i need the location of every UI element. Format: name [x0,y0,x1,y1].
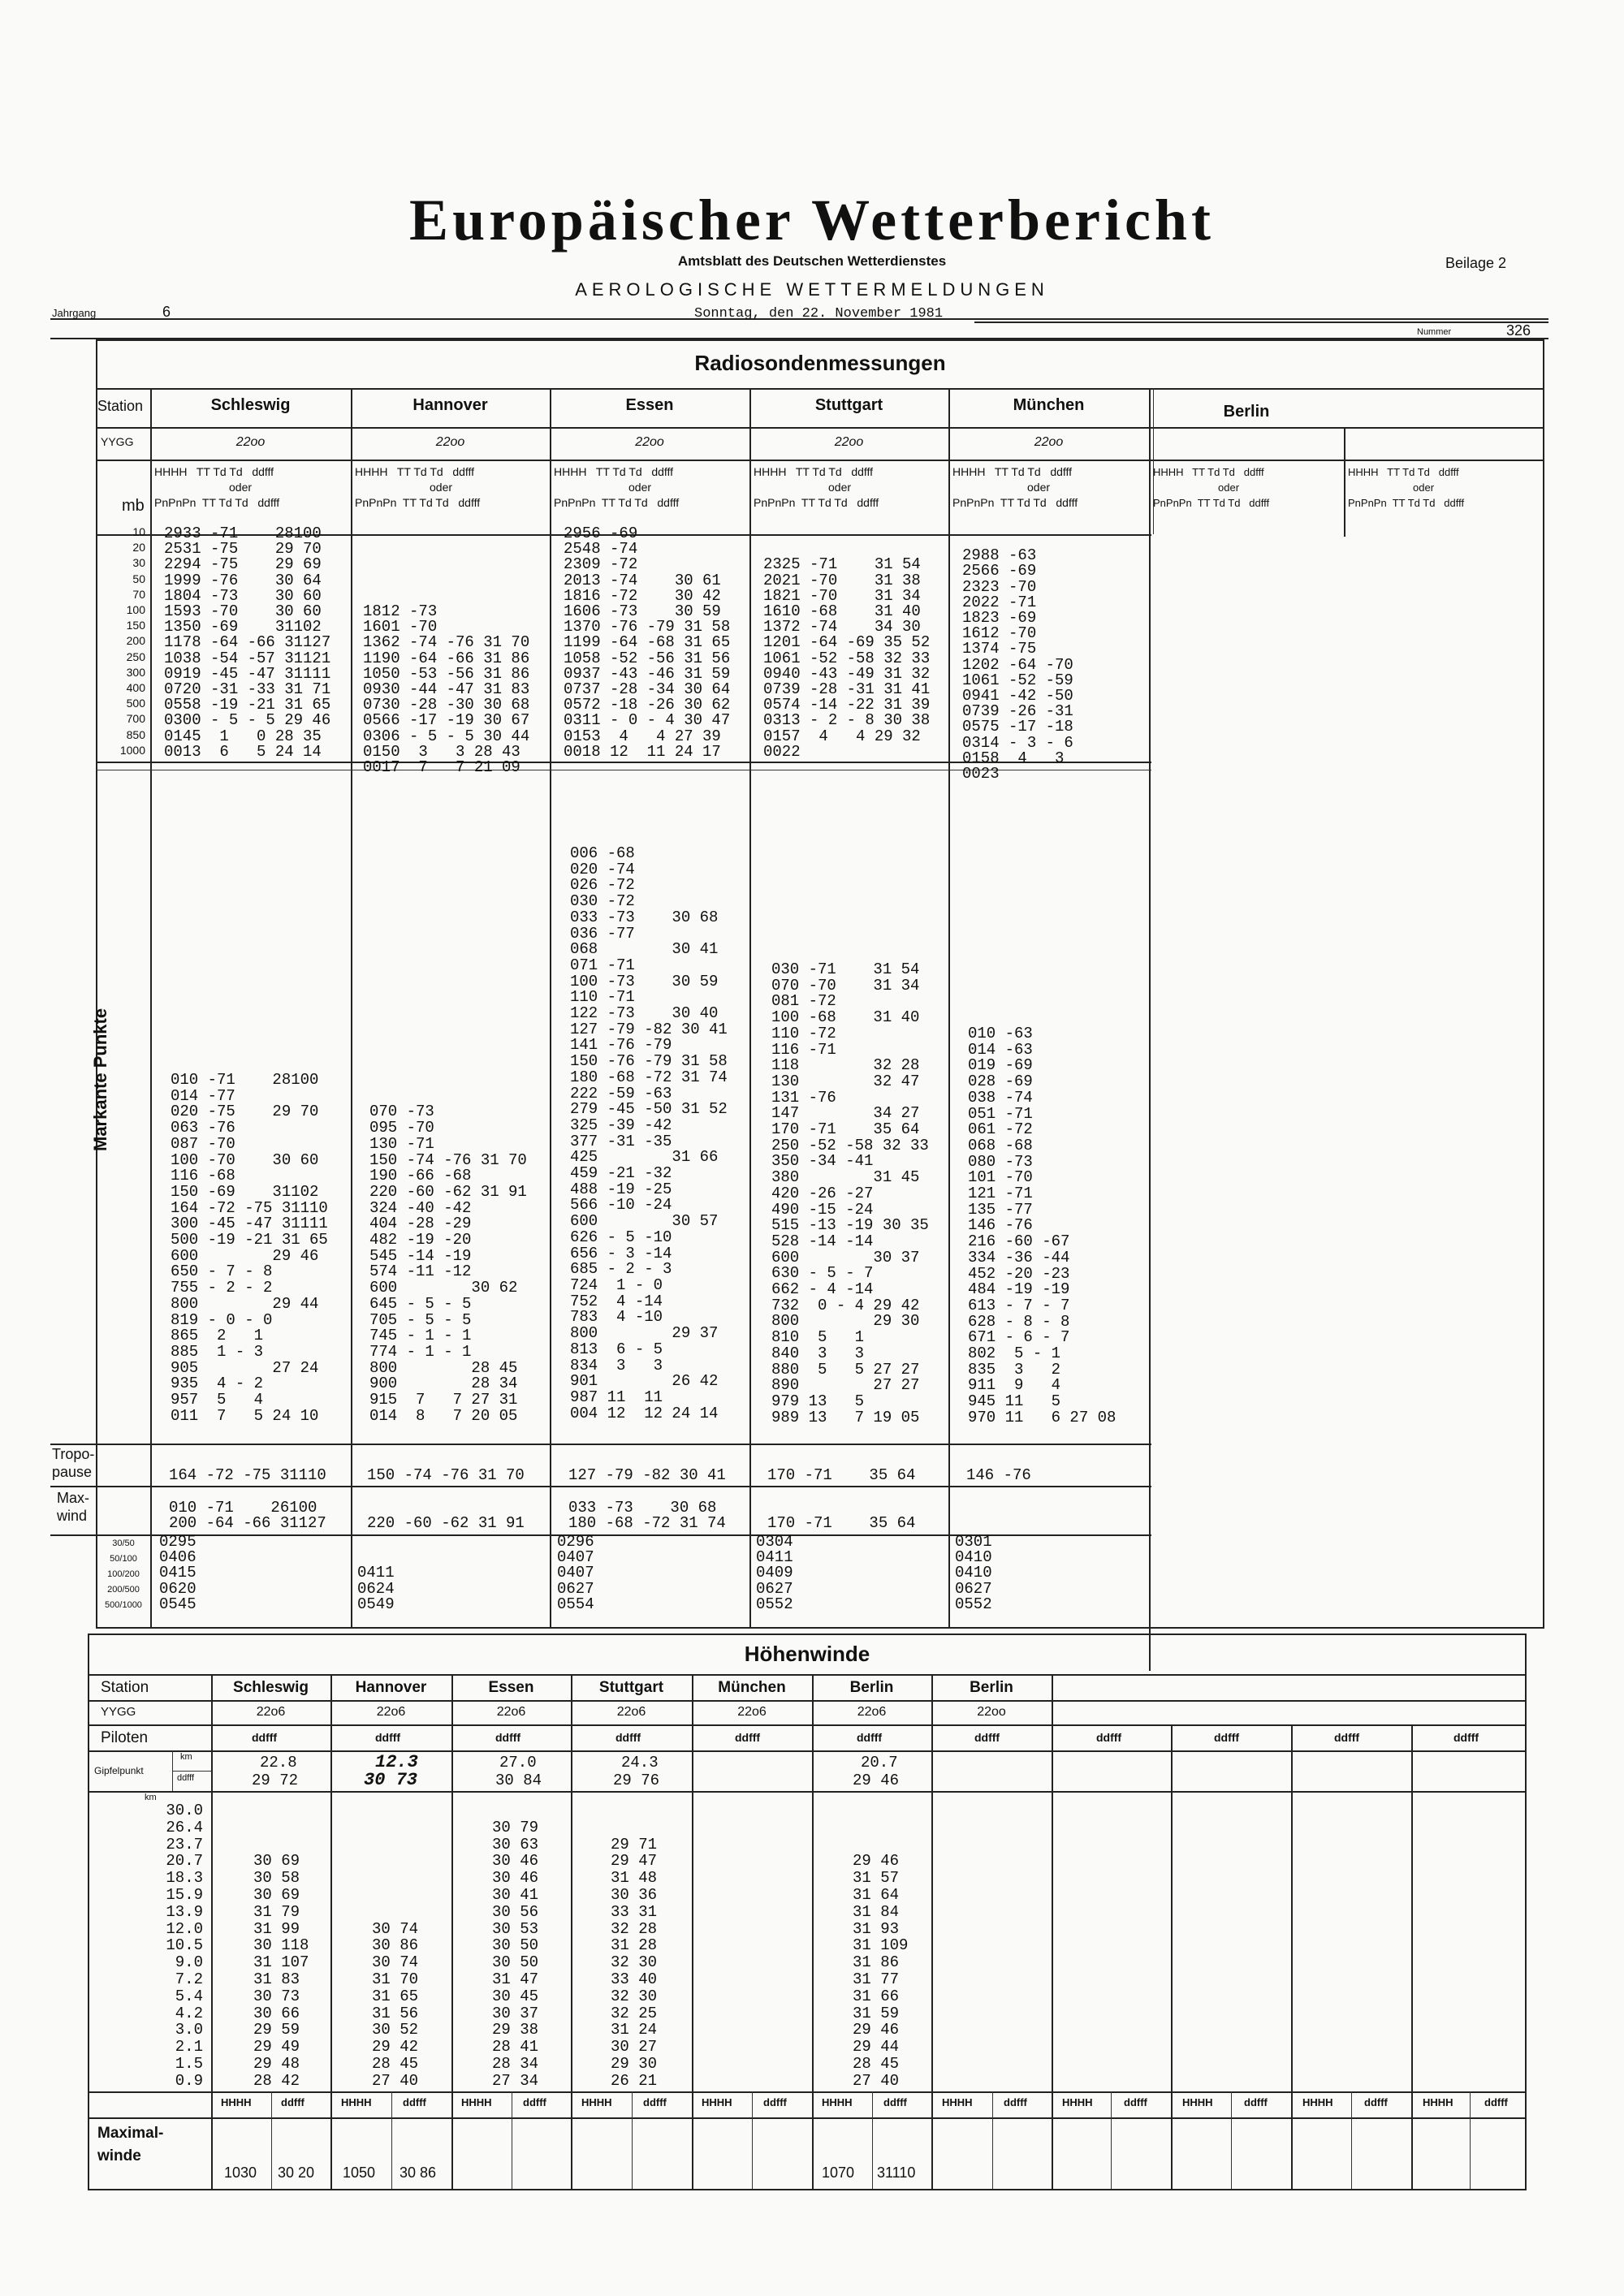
hw-km-label: km [180,1752,192,1762]
colhead-muenchen: HHHH TT Td Td ddfff oder PnPnPn TT Td Td ddfff [952,465,1078,509]
hw-ddfff-10: ddfff [1453,1731,1479,1744]
radiosonden-title: Radiosondenmessungen [694,351,946,375]
gipfel-dd-0: 29 72 [252,1772,299,1789]
hw-ddfff-5: ddfff [857,1731,883,1744]
section-title: AEROLOGISCHE WETTERMELDUNGEN [575,279,1049,300]
hw-ddfff-2: ddfff [495,1731,521,1744]
yygg-muenchen: 22oo [1034,435,1064,449]
hw-station-hannover: Hannover [355,1679,427,1696]
station-stuttgart: Stuttgart [814,396,883,414]
hw-yygg-2: 22o6 [496,1705,526,1719]
max-dd-5: 31110 [877,2164,916,2181]
hw-yygg-0: 22o6 [256,1705,286,1719]
shear-labels: 30/50 50/100 100/200 200/500 500/1000 [105,1539,142,1610]
gipfel-km-3: 24.3 [621,1754,659,1772]
hw-ddfff-label: ddfff [177,1773,195,1783]
maxwind-essen: 033 -73 30 68 180 -68 -72 31 74 [568,1499,726,1533]
hw-yygg-3: 22o6 [616,1705,646,1719]
hw-station-berlin: Berlin [849,1679,894,1696]
yygg-schleswig: 22oo [235,435,266,449]
hw-yygg-4: 22o6 [737,1705,767,1719]
hw-station-stuttgart: Stuttgart [598,1679,664,1696]
max-hhhh-0: 1030 [224,2164,257,2181]
maxwind-schleswig: 010 -71 26100 200 -64 -66 31127 [169,1499,326,1533]
tropo-stuttgart: 170 -71 35 64 [767,1466,916,1484]
mb-label: mb [122,497,145,515]
hw-ddfff-9: ddfff [1334,1731,1360,1744]
maxwind-hannover: 220 -60 -62 31 91 [367,1514,525,1533]
date-line: Sonntag, den 22. November 1981 [694,306,944,322]
hw-yygg-6: 22oo [977,1705,1006,1719]
hw-winds-schleswig: 30 69 30 58 30 69 31 79 31 99 30 118 31 107 31 83 30 73 30 66 29 59 29 49 29 48 28 42 [253,1852,309,2090]
max-hhhh-1: 1050 [343,2164,376,2181]
colhead-schleswig: HHHH TT Td Td ddfff oder PnPnPn TT Td Td ddfff [154,465,280,509]
colhead-hannover: HHHH TT Td Td ddfff oder PnPnPn TT Td Td ddfff [355,465,481,509]
station-schleswig: Schleswig [210,396,291,414]
colhead-berlin-a: HHHH TT Td Td ddfff oder PnPnPn TT Td Td ddfff [1153,466,1270,509]
gipfel-dd-5: 29 46 [853,1772,900,1789]
hannover-significant: 070 -73 095 -70 130 -71 150 -74 -76 31 70 190 -66 -68 220 -60 -62 31 91 324 -40 -42 404 -28 -29 482 -19 -20 545 -14 -19 574 -11 -12 600 30 62 645 - 5 - 5 705 - 5 - 5 745 - 1 - 1 774 - 1 - 1 800 28 45 900 28 34 915 7 7 27 31 014 8 7 20 05 [369,1103,527,1425]
hw-ddfff-8: ddfff [1214,1731,1240,1744]
gipfel-km-5: 20.7 [861,1754,898,1772]
hw-winds-stuttgart: 29 71 29 47 31 48 30 36 33 31 32 28 31 28 32 30 33 40 32 30 32 25 31 24 30 27 29 30 26 21 [611,1835,658,2090]
hw-station-label: Station [101,1679,149,1696]
station-essen: Essen [625,396,674,414]
max-dd-0: 30 20 [278,2164,315,2181]
schleswig-standard: 2933 -71 28100 2531 -75 29 70 2294 -75 29 69 1999 -76 30 64 1804 -73 30 60 1593 -70 30 60 1350 -69 31102 1178 -64 -66 31127 1038 -54 -57 31121 0919 -45 -47 31111 0720 -31 -33 31 71 0558 -19 -21 31 65 0300 - 5 - 5 29 46 0145 1 0 28 35 0013 6 5 24 14 [164,524,331,761]
gipfel-dd-2: 30 84 [495,1772,542,1789]
hw-km-axis: km [145,1793,157,1802]
hw-gipfel-label: Gipfelpunkt [94,1765,144,1776]
station-label: Station [97,398,144,414]
hw-yygg-1: 22o6 [376,1705,406,1719]
shear-stuttgart: 0304 0411 0409 0627 0552 [756,1533,793,1613]
hw-winds-essen: 30 79 30 63 30 46 30 46 30 41 30 56 30 53 30 50 30 50 31 47 30 45 30 37 29 38 28 41 28 34 27 34 [492,1818,539,2090]
nummer-value: 326 [1506,322,1531,339]
station-hannover: Hannover [412,396,488,414]
gipfel-dd-3: 29 76 [613,1772,660,1789]
hw-station-berlin-2: Berlin [970,1679,1013,1696]
hoehenwinde-title: Höhenwinde [744,1642,870,1666]
max-hhhh-5: 1070 [822,2164,855,2181]
hw-piloten-label: Piloten [101,1729,149,1746]
jahrgang-label: Jahrgang [52,307,97,319]
colhead-berlin-b: HHHH TT Td Td ddfff oder PnPnPn TT Td Td ddfff [1348,466,1465,509]
essen-significant: 006 -68 020 -74 026 -72 030 -72 033 -73 30 68 036 -77 068 30 41 071 -71 100 -73 30 59 110 -71 122 -73 30 40 127 -79 -82 30 41 141 -76 -79 150 -76 -79 31 58 180 -68 -72 31 74 222 -59 -63 279 -45 -50 31 52 325 -39 -42 377 -31 -35 425 31 66 459 -21 -32 488 -19 -25 566 -10 -24 600 30 57 626 - 5 -10 656 - 3 -14 685 - 2 - 3 724 1 - 0 752 4 -14 783 4 -10 800 29 37 813 6 - 5 834 3 3 901 26 42 987 11 11 004 12 12 24 14 [570,844,728,1422]
yygg-stuttgart: 22oo [834,435,864,449]
yygg-essen: 22oo [635,435,664,449]
hw-winds-berlin: 29 46 31 57 31 64 31 84 31 93 31 109 31 86 31 77 31 66 31 59 29 46 29 44 28 45 27 40 [853,1852,909,2090]
tropo-muenchen: 146 -76 [966,1466,1031,1484]
shear-schleswig: 0295 0406 0415 0620 0545 [159,1533,197,1613]
maxwind-label: Max- wind [57,1490,89,1524]
hw-ddfff-7: ddfff [1096,1731,1122,1744]
hw-winds-hannover: 30 74 30 86 30 74 31 70 31 65 31 56 30 52 29 42 28 45 27 40 [372,1919,419,2090]
tropo-essen: 127 -79 -82 30 41 [568,1466,726,1484]
tropo-schleswig: 164 -72 -75 31110 [169,1466,326,1484]
gipfel-km-2: 27.0 [499,1754,537,1772]
hannover-standard: 1812 -73 1601 -70 1362 -74 -76 31 70 1190 -64 -66 31 86 1050 -53 -56 31 86 0930 -44 -47 31 83 0730 -28 -30 30 68 0566 -17 -19 30 67 0306 - 5 - 5 30 44 0150 3 3 28 43 0017 7 7 21 09 [363,602,530,777]
colhead-essen: HHHH TT Td Td ddfff oder PnPnPn TT Td Td ddfff [554,465,680,509]
muenchen-significant: 010 -63 014 -63 019 -69 028 -69 038 -74 051 -71 061 -72 068 -68 080 -73 101 -70 121 -71 135 -77 146 -76 216 -60 -67 334 -36 -44 452 -20 -23 484 -19 -19 613 - 7 - 7 628 - 8 - 8 671 - 6 - 7 802 5 - 1 835 3 2 911 9 4 945 11 5 970 11 6 27 08 [968,1025,1116,1426]
station-muenchen: München [1013,396,1085,414]
colhead-stuttgart: HHHH TT Td Td ddfff oder PnPnPn TT Td Td ddfff [754,465,879,509]
schleswig-significant: 010 -71 28100 014 -77 020 -75 29 70 063 -76 087 -70 100 -70 30 60 116 -68 150 -69 31102 164 -72 -75 31110 300 -45 -47 31111 500 -19 -21 31 65 600 29 46 650 - 7 - 8 755 - 2 - 2 800 29 44 819 - 0 - 0 865 2 1 885 1 - 3 905 27 24 935 4 - 2 957 5 4 011 7 5 24 10 [171,1071,328,1425]
gipfel-km-1: 12.3 [375,1752,418,1772]
jahrgang-value: 6 [162,304,171,320]
max-dd-1: 30 86 [400,2164,437,2181]
hw-maxwinde-label: Maximal- winde [97,2125,164,2164]
hw-station-schleswig: Schleswig [233,1679,309,1696]
hw-ddfff-0: ddfff [252,1731,278,1744]
essen-standard: 2956 -69 2548 -74 2309 -72 2013 -74 30 61 1816 -72 30 42 1606 -73 30 59 1370 -76 -79 31 58 1199 -64 -68 31 65 1058 -52 -56 31 56 0937 -43 -46 31 59 0737 -28 -34 30 64 0572 -18 -26 30 62 0311 - 0 - 4 30 47 0153 4 4 27 39 0018 12 11 24 17 [564,524,731,761]
gipfel-km-0: 22.8 [260,1754,297,1772]
tropopause-label: Tropo- pause [52,1446,95,1480]
stuttgart-standard: 2325 -71 31 54 2021 -70 31 38 1821 -70 31 34 1610 -68 31 40 1372 -74 34 30 1201 -64 -69 35 52 1061 -52 -58 32 33 0940 -43 -49 31 32 0739 -28 -31 31 41 0574 -14 -22 31 39 0313 - 2 - 8 30 38 0157 4 4 29 32 0022 [763,555,931,761]
muenchen-standard: 2988 -63 2566 -69 2323 -70 2022 -71 1823 -69 1612 -70 1374 -75 1202 -64 -70 1061 -52 -59 0941 -42 -50 0739 -26 -31 0575 -17 -18 0314 - 3 - 6 0158 4 3 0023 [962,546,1073,783]
nummer-label: Nummer [1417,327,1452,337]
hw-ddfff-3: ddfff [615,1731,641,1744]
hw-heights: 30.0 26.4 23.7 20.7 18.3 15.9 13.9 12.0 10.5 9.0 7.2 5.4 4.2 3.0 2.1 1.5 0.9 [166,1802,203,2090]
pressure-levels: 10 20 30 50 70 100 150 200 250 300 400 500 700 850 1000 [119,525,145,757]
shear-hannover: 0411 0624 0549 [357,1564,395,1613]
station-berlin: Berlin [1223,403,1270,421]
gipfel-dd-1: 30 73 [364,1770,418,1790]
hw-ddfff-6: ddfff [974,1731,1000,1744]
yygg-label: YYGG [101,435,134,448]
tropo-hannover: 150 -74 -76 31 70 [367,1466,525,1484]
hw-station-essen: Essen [488,1679,534,1696]
yygg-hannover: 22oo [435,435,465,449]
hw-ddfff-1: ddfff [375,1731,401,1744]
shear-muenchen: 0301 0410 0410 0627 0552 [955,1533,992,1613]
hw-yygg-5: 22o6 [857,1705,887,1719]
hw-station-muenchen: München [718,1679,786,1696]
hw-ddfff-4: ddfff [735,1731,761,1744]
page-title: Europäischer Wetterbericht [409,188,1215,252]
shear-essen: 0296 0407 0407 0627 0554 [557,1533,594,1613]
markante-punkte-label: Markante Punkte [90,1008,110,1152]
subtitle: Amtsblatt des Deutschen Wetterdienstes [677,253,947,269]
beilage-label: Beilage 2 [1445,255,1507,271]
maxwind-stuttgart: 170 -71 35 64 [767,1514,916,1533]
hw-yygg-label: YYGG [101,1705,136,1719]
stuttgart-significant: 030 -71 31 54 070 -70 31 34 081 -72 100 -68 31 40 110 -72 116 -71 118 32 28 130 32 47 131 -76 147 34 27 170 -71 35 64 250 -52 -58 32 33 350 -34 -41 380 31 45 420 -26 -27 490 -15 -24 515 -13 -19 30 35 528 -14 -14 600 30 37 630 - 5 - 7 662 - 4 -14 732 0 - 4 29 42 800 29 30 810 5 1 840 3 3 880 5 5 27 27 890 27 27 979 13 5 989 13 7 19 05 [771,960,929,1426]
